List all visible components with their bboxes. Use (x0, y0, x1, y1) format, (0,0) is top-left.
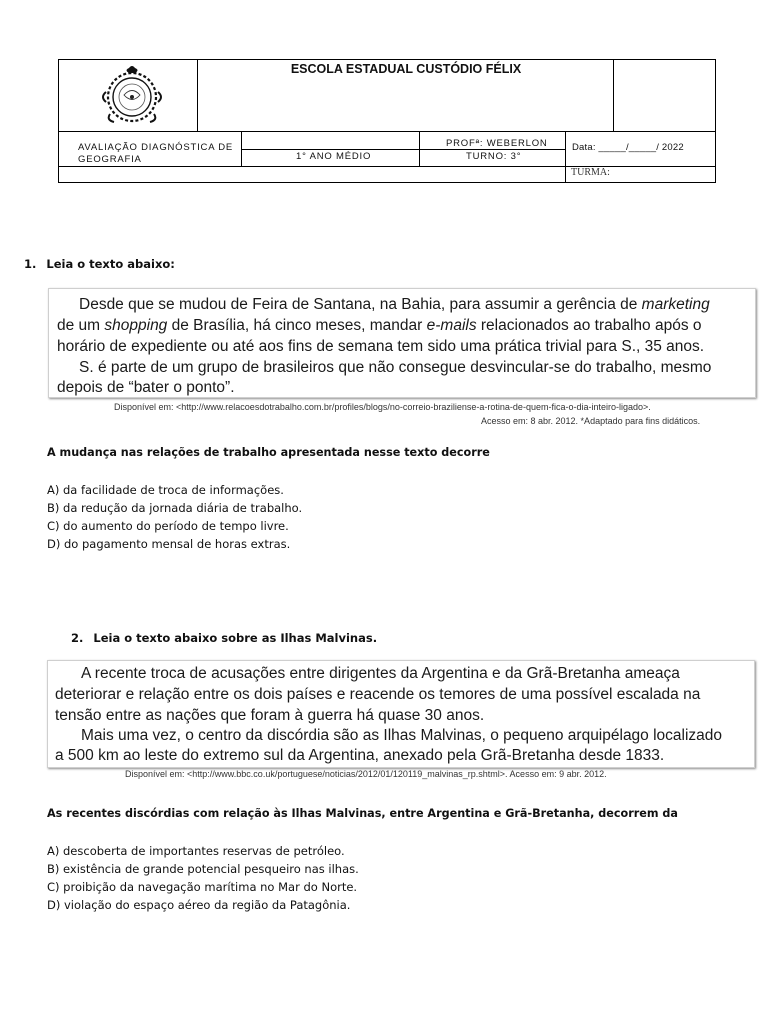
assessment-title-line1: AVALIAÇÃO DIAGNÓSTICA DE (78, 142, 234, 153)
table-border-right (715, 59, 716, 183)
question-number: 2. (71, 631, 84, 645)
passage-line: deteriorar e relação entre os dois países e reacende os temores de uma possível escalada na (55, 686, 701, 703)
passage-box (48, 288, 756, 398)
table-row-line (241, 149, 566, 150)
passage-line: Desde que se mudou de Feira de Santana, na Bahia, para assumir a gerência de marketing (79, 296, 710, 313)
question-number: 1. (24, 257, 37, 271)
table-row-line (58, 166, 716, 167)
passage-line: S. é parte de um grupo de brasileiros que não consegue desvincular-se do trabalho, mesmo (79, 359, 712, 376)
passage-line: de um shopping de Brasília, há cinco meses, mandar e-mails relacionados ao trabalho após o (57, 317, 702, 334)
question-title: Leia o texto abaixo sobre as Ilhas Malvinas. (93, 631, 378, 645)
school-name: ESCOLA ESTADUAL CUSTÓDIO FÉLIX (290, 62, 522, 76)
option-d: D) violação do espaço aéreo da região da Patagônia. (47, 898, 351, 912)
question-title: Leia o texto abaixo: (46, 257, 175, 271)
class-field: TURMA: (571, 167, 610, 178)
option-b: B) da redução da jornada diária de trabalho. (47, 501, 303, 515)
passage-line: a 500 km ao leste do extremo sul da Argentina, anexado pela Grã-Bretanha desde 1833. (55, 747, 665, 764)
passage-line: horário de expediente ou até aos fins de semana tem sido uma prática trivial para S., 35 anos. (57, 338, 705, 355)
source-citation: Disponível em: <http://www.relacoesdotrabalho.com.br/profiles/blogs/no-correio-braziliense-a-rotina-de-quem-fica-o-dia-inteiro-ligado>. (114, 402, 651, 412)
passage-line: A recente troca de acusações entre dirigentes da Argentina e da Grã-Bretanha ameaça (81, 665, 680, 682)
option-b: B) existência de grande potencial pesqueiro nas ilhas. (47, 862, 359, 876)
question-2-heading (71, 631, 377, 645)
option-c: C) proibição da navegação marítima no Mar do Norte. (47, 880, 358, 894)
source-access-date: Acesso em: 8 abr. 2012. *Adaptado para fins didáticos. (481, 416, 701, 426)
question-stem: As recentes discórdias com relação às Ilhas Malvinas, entre Argentina e Grã-Bretanha, decorrem da (47, 807, 678, 820)
table-col-line (565, 131, 566, 183)
answer-options (47, 481, 302, 553)
option-d: D) do pagamento mensal de horas extras. (47, 537, 291, 551)
assessment-title-line2: GEOGRAFIA (78, 154, 142, 165)
passage-box (47, 660, 755, 768)
table-border-left (58, 59, 59, 183)
option-c: C) do aumento do período de tempo livre. (47, 519, 289, 533)
passage-line: depois de “bater o ponto”. (57, 379, 235, 396)
date-field: Data: _____/_____/ 2022 (572, 142, 684, 153)
table-border-top (58, 59, 716, 60)
question-1-heading (24, 257, 175, 271)
table-row-line (58, 131, 716, 132)
table-border-bottom (58, 182, 716, 183)
shift-label: TURNO: 3° (466, 151, 522, 162)
option-a: A) descoberta de importantes reservas de petróleo. (47, 844, 345, 858)
teacher-label: PROFª: WEBERLON (446, 138, 548, 149)
school-logo (96, 64, 168, 126)
passage-line: Mais uma vez, o centro da discórdia são as Ilhas Malvinas, o pequeno arquipélago localizado (81, 727, 723, 744)
grade-label: 1° ANO MÉDIO (296, 151, 372, 162)
answer-options (47, 842, 359, 914)
option-a: A) da facilidade de troca de informações. (47, 483, 284, 497)
question-stem: A mudança nas relações de trabalho apresentada nesse texto decorre (47, 446, 490, 459)
passage-line: tensão entre as nações que foram à guerra há quase 30 anos. (55, 707, 485, 724)
source-citation: Disponível em: <http://www.bbc.co.uk/portuguese/noticias/2012/01/120119_malvinas_rp.shtml>. Acesso em: 9 abr. 2012. (125, 769, 607, 779)
